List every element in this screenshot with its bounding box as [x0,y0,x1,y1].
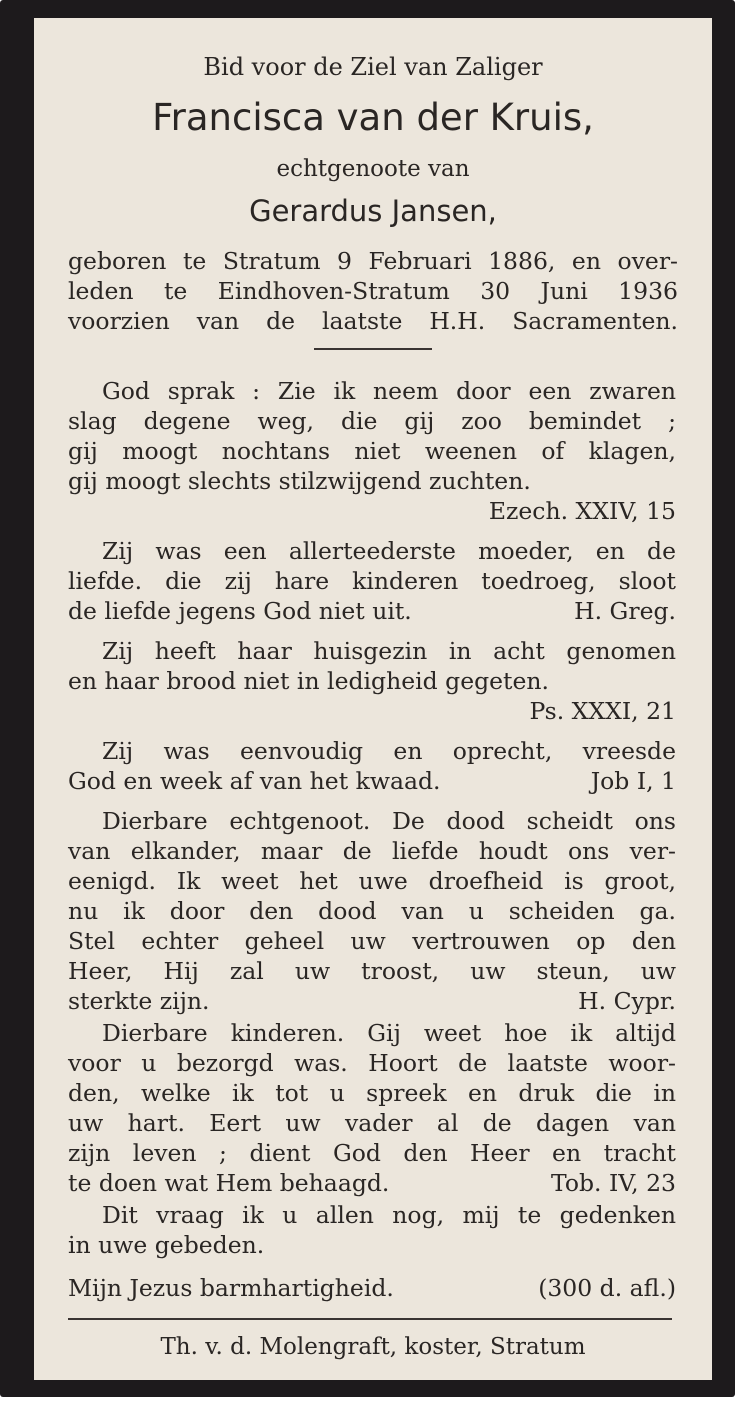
reference: H. Greg. [574,597,676,625]
text-line: Zij was eenvoudig en oprecht, vreesde [102,737,676,765]
relation-line: echtgenoote van [276,156,470,182]
reference: Ezech. XXIV, 15 [488,497,676,525]
divider-short [314,348,432,350]
text-line: Zij heeft haar huisgezin in acht genomen [102,637,676,665]
reference: Job I, 1 [590,767,676,795]
text-line: nu ik door den dood van u scheiden ga. [68,897,676,925]
text-line: en haar brood niet in ledigheid gegeten. [68,667,550,695]
printer-line: Th. v. d. Molengraft, koster, Stratum [160,1334,586,1360]
life-line: voorzien van de laatste H.H. Sacramenten. [68,307,678,335]
reference: Ps. XXXI, 21 [529,697,676,725]
text-line: liefde. die zij hare kinderen toedroeg, sloot [68,567,676,595]
text-line: in uwe gebeden. [68,1231,265,1259]
text-line: God sprak : Zie ik neem door een zwaren [102,377,676,405]
text-line: den, welke ik tot u spreek en druk die in [68,1079,676,1107]
prayer-line [68,1273,676,1303]
text-line: Dierbare kinderen. Gij weet hoe ik altijd [102,1019,676,1047]
divider-long [68,1318,672,1320]
text-line: sterkte zijn. [68,987,210,1015]
text-line: Heer, Hij zal uw troost, uw steun, uw [68,957,676,985]
deceased-name: Francisca van der Kruis, [152,96,594,139]
text-line: Zij was een allerteederste moeder, en de [102,537,676,565]
text-line: gij moogt slechts stilzwijgend zuchten. [68,467,531,495]
text-line: de liefde jegens God niet uit. [68,597,412,625]
intro-line: Bid voor de Ziel van Zaliger [203,53,543,81]
text-line: uw hart. Eert uw vader al de dagen van [68,1109,676,1137]
text-line-with-ref [68,766,676,796]
text-line: van elkander, maar de liefde houdt ons ver- [68,837,676,865]
reference: H. Cypr. [578,987,676,1015]
text-line: gij moogt nochtans niet weenen of klagen, [68,437,676,465]
text-line: te doen wat Hem behaagd. [68,1169,390,1197]
text-line: Dit vraag ik u allen nog, mij te gedenken [102,1201,676,1229]
life-line: leden te Eindhoven-Stratum 30 Juni 1936 [68,277,678,305]
spouse-name: Gerardus Jansen, [249,194,497,228]
text-line-with-ref [68,986,676,1016]
reference: Tob. IV, 23 [551,1169,676,1197]
indulgence-text: (300 d. afl.) [538,1274,676,1302]
text-line: God en week af van het kwaad. [68,767,441,795]
card-paper [34,18,712,1380]
text-line: zijn leven ; dient God den Heer en tracht [68,1139,676,1167]
text-line-with-ref [68,596,676,626]
prayer-text: Mijn Jezus barmhartigheid. [68,1274,394,1302]
text-line: slag degene weg, die gij zoo bemindet ; [68,407,676,435]
text-line: voor u bezorgd was. Hoort de laatste woor- [68,1049,676,1077]
text-line: eenigd. Ik weet het uwe droefheid is groot, [68,867,676,895]
text-line: Stel echter geheel uw vertrouwen op den [68,927,676,955]
text-line: Dierbare echtgenoot. De dood scheidt ons [102,807,676,835]
text-line-with-ref [68,1168,676,1198]
life-line: geboren te Stratum 9 Februari 1886, en over- [68,247,678,275]
